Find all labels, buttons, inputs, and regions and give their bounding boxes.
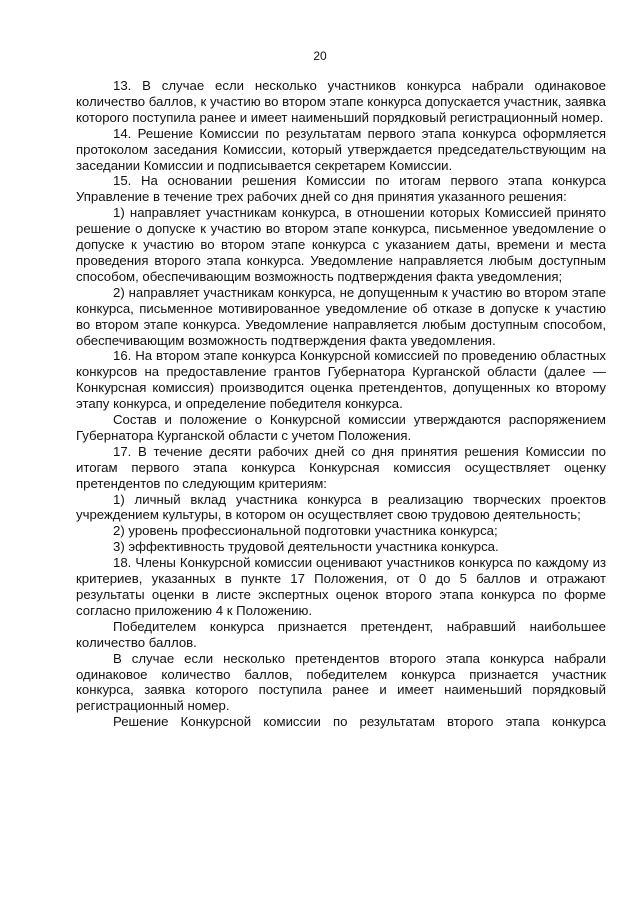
page-number: 20 <box>313 49 327 63</box>
paragraph-17: 17. В течение десяти рабочих дней со дня принятия решения Комиссии по итогам первого этапа конкурса Конкурсная комиссия осуществляет оценку претендентов по следующим критериям: <box>76 443 606 491</box>
paragraph-15-item-2: 2) направляет участникам конкурса, не допущенным к участию во втором этапе конкурса, письменное мотивированное уведомление об отказе в допуске к участию во втором этапе конкурса. Уведомление направляется любым доступным способом, обеспечивающим возможность подтверждения факта уведомления. <box>76 284 606 348</box>
paragraph-17-criterion-2: 2) уровень профессиональной подготовки участника конкурса; <box>113 523 498 539</box>
paragraph-18-decision: Решение Конкурсной комиссии по результатам второго этапа конкурса <box>113 714 606 730</box>
paragraph-18: 18. Члены Конкурсной комиссии оценивают участников конкурса по каждому из критериев, указанных в пункте 17 Положения, от 0 до 5 баллов и отражают результаты оценки в листе экспертных оценок второго этапа конкурса по форме согласно приложению 4 к Положению. <box>76 555 606 618</box>
paragraph-18-tie: В случае если несколько претендентов второго этапа конкурса набрали одинаковое количество баллов, победителем конкурса признается участник конкурса, заявка которого поступила ранее и имеет наименьший порядковый регистрационный номер. <box>76 650 606 714</box>
paragraph-17-criterion-1: 1) личный вклад участника конкурса в реализацию творческих проектов учреждением культуры, в котором он осуществляет свою трудовою деятельность; <box>76 491 606 523</box>
paragraph-16-composition: Состав и положение о Конкурсной комиссии утверждаются распоряжением Губернатора Курганской области с учетом Положения. <box>76 412 606 443</box>
paragraph-15-item-1: 1) направляет участникам конкурса, в отношении которых Комиссией принято решение о допуске к участию во втором этапе конкурса, письменное уведомление о допуске к участию во втором этапе конкурса с указанием даты, времени и места проведения второго этапа конкурса. Уведомление направляется любым доступным способом, обеспечивающим возможность подтверждения факта уведомления; <box>76 205 606 284</box>
paragraph-17-criterion-3: 3) эффективность трудовой деятельности участника конкурса. <box>113 539 499 555</box>
document-body <box>76 78 606 730</box>
paragraph-18-winner: Победителем конкурса признается претендент, набравший наибольшее количество баллов. <box>76 618 606 650</box>
paragraph-13: 13. В случае если несколько участников конкурса набрали одинаковое количество баллов, к участию во втором этапе конкурса допускается участник, заявка которого поступила ранее и имеет наименьший порядковый регистрационный номер. <box>76 78 607 125</box>
paragraph-16: 16. На втором этапе конкурса Конкурсной комиссией по проведению областных конкурсов на предоставление грантов Губернатора Курганской области (далее — Конкурсная комиссия) производится оценка претендентов, допущенных ко второму этапу конкурса, и определение победителя конкурса. <box>76 348 606 412</box>
paragraph-15: 15. На основании решения Комиссии по итогам первого этапа конкурса Управление в течение трех рабочих дней со дня принятия указанного решения: <box>76 173 606 205</box>
paragraph-14: 14. Решение Комиссии по результатам первого этапа конкурса оформляется протоколом заседания Комиссии, который утверждается председательствующим на заседании Комиссии и подписывается секретарем Комиссии. <box>76 125 606 173</box>
